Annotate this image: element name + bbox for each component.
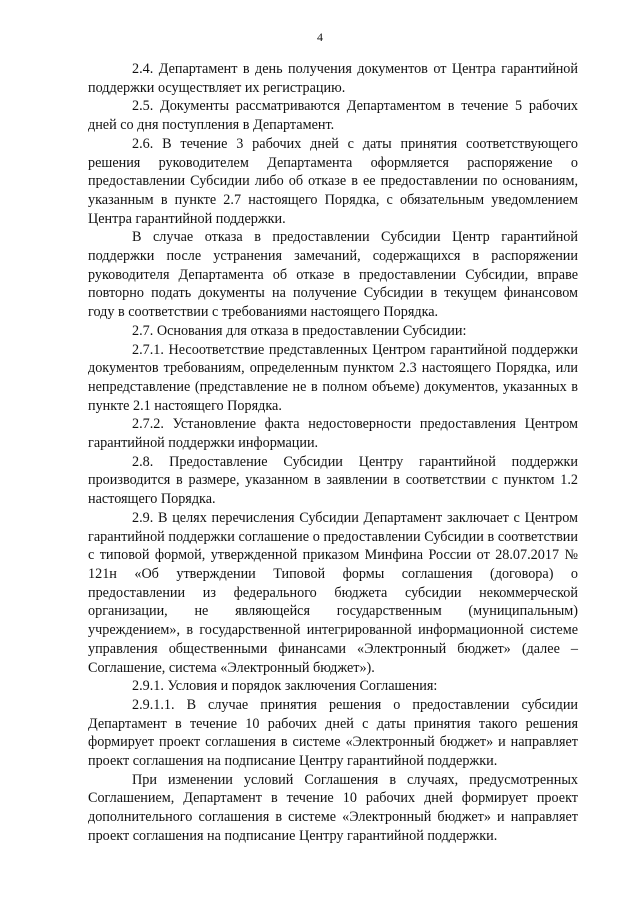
paragraph-2-9-1-1: 2.9.1.1. В случае принятия решения о предоставлении субсидии Департамент в течение 10 рабочих дней с даты принятия такого решения формирует проект соглашения в системе «Электронный бюджет» и направляет проект соглашения на подписание Центру гарантийной поддержки. [88,696,578,770]
paragraph-2-4: 2.4. Департамент в день получения документов от Центра гарантийной поддержки осуществляет их регистрацию. [88,61,578,96]
paragraph-2-7-1: 2.7.1. Несоответствие представленных Центром гарантийной поддержки документов требованиям, определенным пунктом 2.3 настоящего Порядка, или непредставление (представление не в полном объеме) документов, указанных в пункте 2.1 настоящего Порядка. [88,341,578,414]
paragraph-2-5: 2.5. Документы рассматриваются Департаментом в течение 5 рабочих дней со дня поступления в Департамент. [88,98,578,134]
paragraph-2-9: 2.9. В целях перечисления Субсидии Департамент заключает с Центром гарантийной поддержки соглашение о предоставлении Субсидии в соответствии с типовой формой, утвержденной приказом Минфина России от 28.07.2017 № 121н «Об утверждении Типовой формы соглашения (договора) о предоставлении из федерального бюджета субсидии некоммерческой организации, не являющейся государственным (муниципальным) учреждением», в государственной интегрированной информационной системе управления общественными финансами «Электронный бюджет» (далее – Соглашение, система «Электронный бюджет»). [88,509,578,676]
page-number: 4 [317,30,323,44]
paragraph-agreement-changes: При изменении условий Соглашения в случаях, предусмотренных Соглашением, Департамент в течение 10 рабочих дней формирует проект дополнительного соглашения в системе «Электронный бюджет» и направляет проект соглашения на подписание Центру гарантийной поддержки. [88,771,578,844]
paragraph-2-6: 2.6. В течение 3 рабочих дней с даты принятия соответствующего решения руководителем Департамента оформляется распоряжение о предоставлении Субсидии либо об отказе в ее предоставлении по основаниям, указанным в пункте 2.7 настоящего Порядка, с обязательным уведомлением Центра гарантийной поддержки. [88,135,578,227]
paragraph-2-7-2: 2.7.2. Установление факта недостоверности предоставления Центром гарантийной поддержки информации. [88,416,578,452]
paragraph-2-8: 2.8. Предоставление Субсидии Центру гарантийной поддержки производится в размере, указанном в заявлении в соответствии с пунктом 1.2 настоящего Порядка. [88,453,578,508]
paragraph-2-7: 2.7. Основания для отказа в предоставлении Субсидии: [132,322,467,339]
paragraph-refusal-resubmission: В случае отказа в предоставлении Субсидии Центр гарантийной поддержки после устранения замечаний, содержащихся в распоряжении руководителя Департамента об отказе в предоставлении Субсидии, вправе повторно подать документы на получение Субсидии в текущем финансовом году в соответствии с требованиями настоящего Порядка. [88,229,578,321]
paragraph-2-9-1: 2.9.1. Условия и порядок заключения Соглашения: [132,678,438,695]
document-body [88,60,578,846]
